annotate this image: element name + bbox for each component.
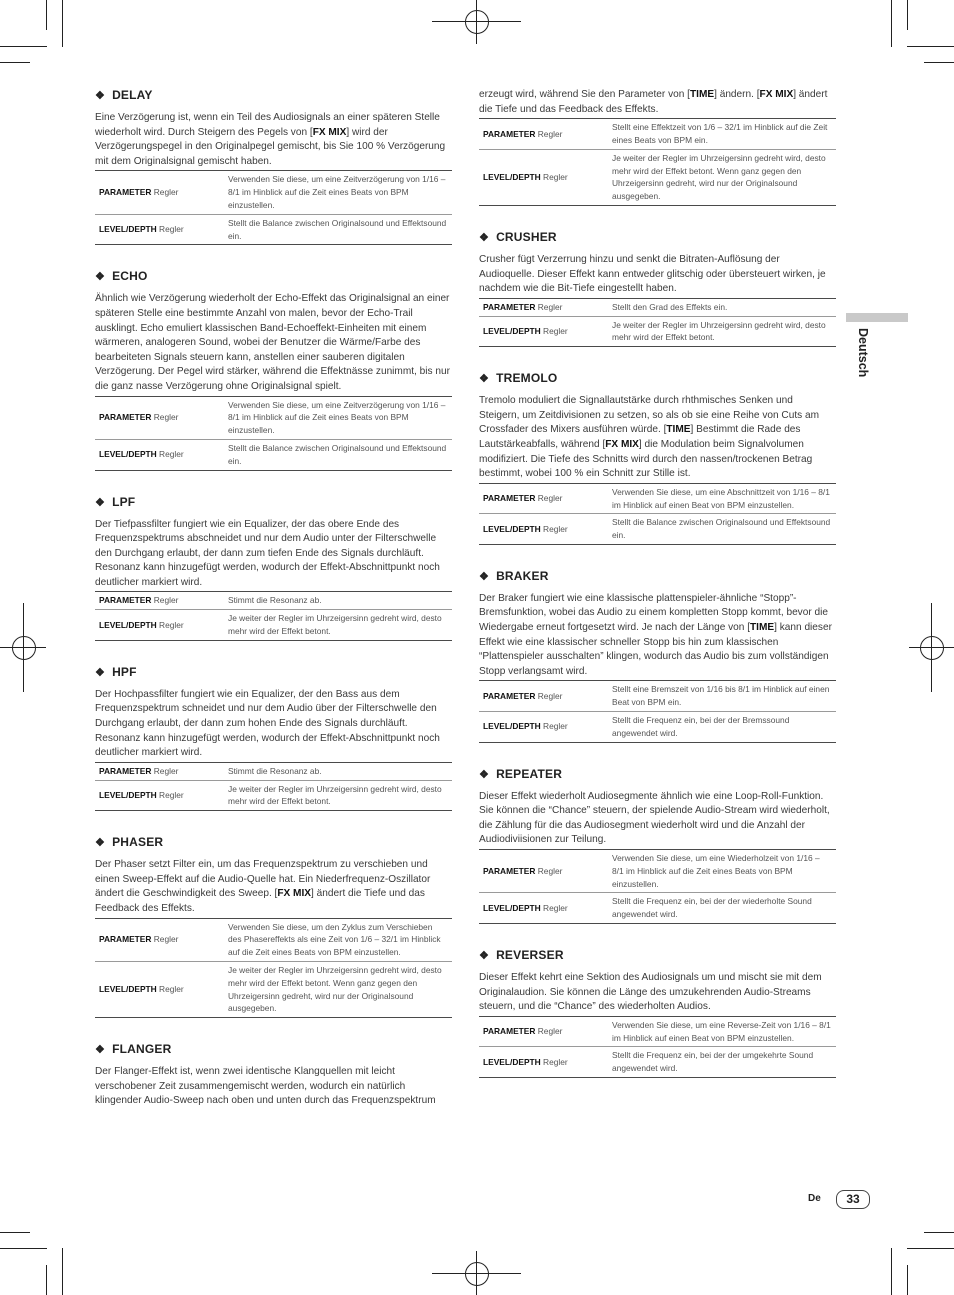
table-row [479, 514, 836, 545]
parameter-suffix: Regler [156, 984, 184, 995]
section-tremolo [479, 371, 836, 545]
table-row [95, 610, 452, 641]
section-delay [95, 88, 452, 245]
parameter-key: PARAMETER [99, 595, 152, 606]
table-row [95, 592, 452, 610]
parameter-table [95, 762, 452, 811]
table-row [479, 119, 836, 150]
parameter-description: Stellt eine Effektzeit von 1/6 – 32/1 im Hinblick auf die Zeit eines Beats von BPM ein. [612, 122, 828, 145]
diamond-bullet-icon: ❖ [95, 271, 106, 284]
footer-language: De [808, 1193, 821, 1204]
section-body: Der Tiefpassfilter fungiert wie ein Equalizer, der das obere Ende des Frequenzspektrums abschneidet und nur dem Audio unter der Filterschwelle den Durchgang erlaubt, der dann zum tiefen Ende des Signals durchläuft. Resonanz kann hinzugefügt werden, wodurch der Effekt-Abschnittpunkt noch deutlicher markiert wird. [95, 518, 440, 588]
parameter-key: LEVEL/DEPTH [99, 790, 157, 801]
parameter-key: LEVEL/DEPTH [99, 984, 157, 995]
table-row [479, 1047, 836, 1078]
section-body: Tremolo moduliert die Signallautstärke durch rhthmisches Senken und Steigern, um Zeitdivisionen zu setzen, so als ob sie eine Reihe von Cuts am Crossfader des Mixers ausführen würde. [TIME] Bestimmt die Rade des Lautstärkeabfalls, während [FX MIX] die Modulation beim Signalvolumen modifiziert. Die Tiefe des Schnitts wird durch den nassen/trockenen Betrag bestimmt, wobei 100 % ein Schnitt zur Stille ist. [479, 395, 819, 480]
parameter-description: Verwenden Sie diese, um den Zyklus zum Verschieben des Phasereffekts als eine Zeit von 1/6 – 32/1 im Hinblick auf die Zeit eines Beats von BPM einzustellen. [228, 921, 441, 958]
parameter-name [95, 762, 220, 780]
section-body: Eine Verzögerung ist, wenn ein Teil des Audiosignals an einer späteren Stelle wiederholt wird. Durch Steigern des Pegels von [FX MIX] wird der Verzögerungspegel in den Originalpegel gemischt, bis Sie 100 % Verzögerung mit dem Originalsignal gemischt haben. [95, 112, 446, 167]
parameter-name [95, 592, 220, 610]
section-title-text: HPF [112, 664, 137, 679]
section-body: Der Flanger-Effekt ist, wenn zwei identische Klangquellen mit leicht verschobener Zeit zusammengemischt werden, wodurch ein natürlich klingender Audio-Sweep nach oben und unten durch das Frequenzspektrum [95, 1066, 436, 1107]
parameter-key: PARAMETER [483, 1026, 536, 1037]
diamond-bullet-icon: ❖ [95, 496, 106, 509]
parameter-table [95, 170, 452, 245]
section-title-text: REVERSER [496, 948, 564, 962]
table-row [95, 214, 452, 245]
table-row [479, 712, 836, 743]
parameter-suffix: Regler [535, 128, 563, 139]
parameter-description: Stellt die Balance zwischen Originalsound und Effektsound ein. [220, 214, 452, 245]
table-row [95, 780, 452, 811]
table-row [479, 850, 836, 893]
diamond-bullet-icon: ❖ [479, 950, 490, 962]
parameter-key: LEVEL/DEPTH [483, 721, 541, 732]
section-title [479, 948, 836, 962]
diamond-bullet-icon: ❖ [479, 768, 490, 781]
diamond-bullet-icon: ❖ [479, 231, 490, 244]
section-flanger-continued [479, 88, 836, 206]
section-title [479, 371, 836, 385]
parameter-table [479, 298, 836, 347]
section-title [95, 88, 452, 102]
parameter-name [479, 483, 604, 514]
table-row [479, 681, 836, 712]
parameter-name [95, 961, 220, 1017]
parameter-suffix: Regler [151, 765, 179, 776]
section-title-text: DELAY [112, 88, 153, 102]
parameter-suffix: Regler [156, 449, 184, 460]
section-body: Dieser Effekt kehrt eine Sektion des Audiosignals um und mischt sie mit dem Originalaudion. Sie können die Länge des umzukehrenden Audio-Streams steuern, und die “Chance” des wiederholten Audios. [479, 972, 822, 1013]
parameter-description: Verwenden Sie diese, um eine Abschnittzeit von 1/16 – 8/1 im Hinblick auf einen Beat von BPM einzustellen. [612, 486, 830, 510]
parameter-description: Verwenden Sie diese, um eine Wiederholzeit von 1/16 – 8/1 im Hinblick auf die Zeit eines Beats von BPM einzustellen. [612, 853, 820, 889]
diamond-bullet-icon: ❖ [479, 373, 490, 386]
parameter-key: LEVEL/DEPTH [483, 902, 541, 913]
parameter-suffix: Regler [540, 902, 568, 913]
parameter-key: PARAMETER [99, 187, 152, 198]
parameter-table [479, 849, 836, 924]
parameter-suffix: Regler [535, 493, 563, 504]
section-body: Ähnlich wie Verzögerung wiederholt der Echo-Effekt das Originalsignal an einer späteren Stelle eine bestimmte Anzahl von malen, bevor der Echo-Trail ausklingt. Echo emuliert klassischen Band-Echoeffekt-Einheiten mit einem wärmeren, analogeren Sound, wobei der Benutzer die Wärme/Farbe des bearbeiteten Signals steuern kann, anstellen einer sauberen digitalen Verzögerung. Der Pegel wird stärker, während die Effektnässe zunimmt, bis nur die ganz nasse Verzögerung ohne Originalsignal spielt. [95, 293, 450, 392]
page-number: 33 [836, 1190, 870, 1209]
parameter-suffix: Regler [540, 1056, 568, 1067]
right-column [479, 88, 836, 1102]
parameter-suffix: Regler [540, 325, 568, 336]
section-phaser [95, 835, 452, 1018]
table-row [95, 918, 452, 961]
section-title-text: REPEATER [496, 766, 563, 781]
parameter-suffix: Regler [151, 187, 179, 198]
section-flanger [95, 1042, 452, 1109]
parameter-name [95, 214, 220, 245]
parameter-description: Je weiter der Regler im Uhrzeigersinn gedreht wird, desto mehr wird der Effekt betont. [604, 316, 836, 347]
section-body: Crusher fügt Verzerrung hinzu und senkt die Bitraten-Auflösung der Audioquelle. Dieser Effekt kann entweder glitschig oder übersteuert wirken, je nachdem wie die Bit-Tiefe eingestellt haben. [479, 253, 826, 295]
section-title-text: BRAKER [496, 568, 549, 583]
parameter-name [479, 850, 604, 893]
table-row [479, 316, 836, 347]
parameter-table [479, 1016, 836, 1078]
section-body: Der Hochpassfilter fungiert wie ein Equalizer, der den Bass aus dem Frequenzspektrum schneidet und nur dem Audio über der Filterschwelle den Durchgang erlaubt, der dann zum hohen Ende des Signals durchläuft. Resonanz kann hinzugefügt werden, wodurch der Effekt-Abschnittpunkt noch deutlicher markiert wird. [95, 688, 440, 759]
section-title [479, 767, 836, 781]
parameter-key: PARAMETER [99, 412, 152, 423]
table-row [479, 149, 836, 205]
section-title [479, 569, 836, 583]
parameter-key: LEVEL/DEPTH [99, 449, 157, 460]
section-crusher [479, 230, 836, 347]
parameter-name [479, 681, 604, 712]
table-row [479, 893, 836, 924]
section-body: Der Phaser setzt Filter ein, um das Frequenzspektrum zu verschieben und einen Sweep-Effekt auf die Audio-Quelle hat. Ein Niederfrequenz-Oszillator ändert die Geschwindigkeit des Sweep. [FX MIX] ändert die Tiefe und das Feedback des Effekts. [95, 859, 431, 914]
section-title [479, 230, 836, 244]
parameter-description: Verwenden Sie diese, um eine Reverse-Zeit von 1/16 – 8/1 im Hinblick auf einen Beat von BPM einzustellen. [612, 1019, 831, 1043]
parameter-suffix: Regler [156, 790, 184, 801]
parameter-table [95, 918, 452, 1019]
parameter-description: Stimmt die Resonanz ab. [228, 595, 322, 606]
parameter-description: Stellt die Frequenz ein, bei der der umgekehrte Sound angewendet wird. [604, 1047, 836, 1078]
parameter-suffix: Regler [151, 412, 179, 423]
parameter-suffix: Regler [535, 301, 563, 312]
parameter-description: Stellt die Balance zwischen Originalsound und Effektsound ein. [604, 514, 836, 545]
parameter-description: Verwenden Sie diese, um eine Zeitverzögerung von 1/16 – 8/1 im Hinblick auf die Zeit eines Beats von BPM einzustellen. [228, 174, 446, 210]
section-echo [95, 269, 452, 470]
parameter-name [479, 893, 604, 924]
diamond-bullet-icon: ❖ [479, 570, 490, 583]
table-row [95, 439, 452, 470]
section-title-text: CRUSHER [496, 229, 557, 244]
parameter-description: Stellt eine Bremszeit von 1/16 bis 8/1 im Hinblick auf einen Beat von BPM ein. [612, 684, 830, 708]
section-braker [479, 569, 836, 743]
parameter-name [95, 610, 220, 641]
section-title-text: LPF [112, 494, 136, 509]
parameter-key: LEVEL/DEPTH [483, 325, 541, 336]
parameter-table [95, 591, 452, 640]
parameter-suffix: Regler [540, 721, 568, 732]
section-title [95, 835, 452, 849]
parameter-description: Stimmt die Resonanz ab. [228, 765, 322, 776]
parameter-key: PARAMETER [99, 765, 152, 776]
left-column [95, 88, 452, 1133]
section-lpf [95, 495, 452, 641]
parameter-description: Stellt die Frequenz ein, bei der der Bremssound angewendet wird. [604, 712, 836, 743]
diamond-bullet-icon: ❖ [95, 1044, 106, 1057]
section-reverser [479, 948, 836, 1078]
parameter-key: PARAMETER [483, 865, 536, 876]
section-title [95, 495, 452, 509]
parameter-description: Je weiter der Regler im Uhrzeigersinn gedreht wird, desto mehr wird der Effekt betont. [220, 610, 452, 641]
parameter-description: Stellt die Balance zwischen Originalsound und Effektsound ein. [220, 439, 452, 470]
section-title [95, 665, 452, 679]
parameter-key: LEVEL/DEPTH [99, 619, 157, 630]
section-body: Der Braker fungiert wie eine klassische plattenspieler-ähnliche “Stopp”-Bremsfunktion, wobei das Audio zu einem kompletten Stopp kommt, bevor die Wiedergabe erneut fortgesetzt wird. Je nach der Länge von [TIME] kann dieser Effekt wie eine klassischer schneller Stopp bis hin zum klassischen “Plattenspieler ausschalten” klingen, wodurch das Audio bis zum vollständigen Stopp verlangsamt wird. [479, 592, 832, 677]
table-row [95, 762, 452, 780]
section-title-text: FLANGER [112, 1042, 172, 1057]
parameter-suffix: Regler [151, 595, 179, 606]
parameter-key: LEVEL/DEPTH [99, 224, 157, 235]
parameter-key: PARAMETER [483, 690, 536, 701]
parameter-key: LEVEL/DEPTH [483, 1056, 541, 1067]
parameter-suffix: Regler [540, 171, 568, 182]
parameter-key: LEVEL/DEPTH [483, 171, 541, 182]
table-row [479, 483, 836, 514]
parameter-table [479, 483, 836, 545]
parameter-name [479, 298, 604, 316]
table-row [95, 171, 452, 214]
language-tab-bar [846, 313, 908, 322]
parameter-name [95, 396, 220, 439]
parameter-table [95, 396, 452, 471]
table-row [95, 961, 452, 1017]
parameter-name [479, 149, 604, 205]
parameter-key: PARAMETER [483, 128, 536, 139]
parameter-name [479, 119, 604, 150]
parameter-name [479, 712, 604, 743]
parameter-name [95, 918, 220, 961]
parameter-name [95, 171, 220, 214]
parameter-suffix: Regler [535, 865, 563, 876]
diamond-bullet-icon: ❖ [95, 90, 106, 102]
parameter-suffix: Regler [156, 224, 184, 235]
section-hpf [95, 665, 452, 811]
parameter-description: Je weiter der Regler im Uhrzeigersinn gedreht wird, desto mehr wird der Effekt betont. [220, 780, 452, 811]
parameter-name [479, 316, 604, 347]
parameter-name [479, 1047, 604, 1078]
section-title [95, 269, 452, 283]
section-body: erzeugt wird, während Sie den Parameter von [TIME] ändern. [FX MIX] ändert die Tiefe und das Feedback des Effekts. [479, 89, 828, 115]
parameter-suffix: Regler [535, 1026, 563, 1037]
parameter-name [95, 439, 220, 470]
parameter-name [479, 514, 604, 545]
parameter-key: PARAMETER [483, 301, 536, 312]
section-title-text: ECHO [112, 269, 148, 284]
parameter-description: Verwenden Sie diese, um eine Zeitverzögerung von 1/16 – 8/1 im Hinblick auf die Zeit eines Beats von BPM einzustellen. [228, 399, 446, 436]
section-body: Dieser Effekt wiederholt Audiosegmente ähnlich wie eine Loop-Roll-Funktion. Sie können die “Chance” steuern, der spielende Audio-Stream wird wiederholt, die Zählung für die das Audiosegment wiederholt wird und die Anzahl der Audiodiviisionen zur Teilung. [479, 790, 830, 846]
parameter-description: Je weiter der Regler im Uhrzeigersinn gedreht wird, desto mehr wird der Effekt betont. Wenn ganz gegen den Uhrzeigersinn gedreht, wird nur der Originalsound ausgegeben. [604, 149, 836, 205]
section-title-text: PHASER [112, 835, 164, 850]
parameter-suffix: Regler [540, 523, 568, 534]
table-row [479, 1016, 836, 1047]
parameter-name [95, 780, 220, 811]
parameter-key: PARAMETER [483, 493, 536, 504]
language-tab-label: Deutsch [856, 328, 870, 378]
parameter-name [479, 1016, 604, 1047]
diamond-bullet-icon: ❖ [95, 666, 106, 679]
parameter-key: LEVEL/DEPTH [483, 523, 541, 534]
parameter-description: Stellt den Grad des Effekts ein. [612, 301, 728, 312]
section-title [95, 1042, 452, 1056]
parameter-suffix: Regler [535, 690, 563, 701]
section-title-text: TREMOLO [496, 371, 558, 386]
parameter-description: Je weiter der Regler im Uhrzeigersinn gedreht wird, desto mehr wird der Effekt betont. Wenn ganz gegen den Uhrzeigersinn gedreht, wird nur der Originalsound ausgegeben. [220, 961, 452, 1017]
table-row [479, 298, 836, 316]
diamond-bullet-icon: ❖ [95, 837, 106, 850]
parameter-description: Stellt die Frequenz ein, bei der der wiederholte Sound angewendet wird. [604, 893, 836, 924]
parameter-table [479, 680, 836, 742]
section-repeater [479, 767, 836, 924]
parameter-key: PARAMETER [99, 934, 152, 945]
parameter-suffix: Regler [156, 619, 184, 630]
parameter-suffix: Regler [151, 934, 179, 945]
parameter-table [479, 118, 836, 206]
table-row [95, 396, 452, 439]
